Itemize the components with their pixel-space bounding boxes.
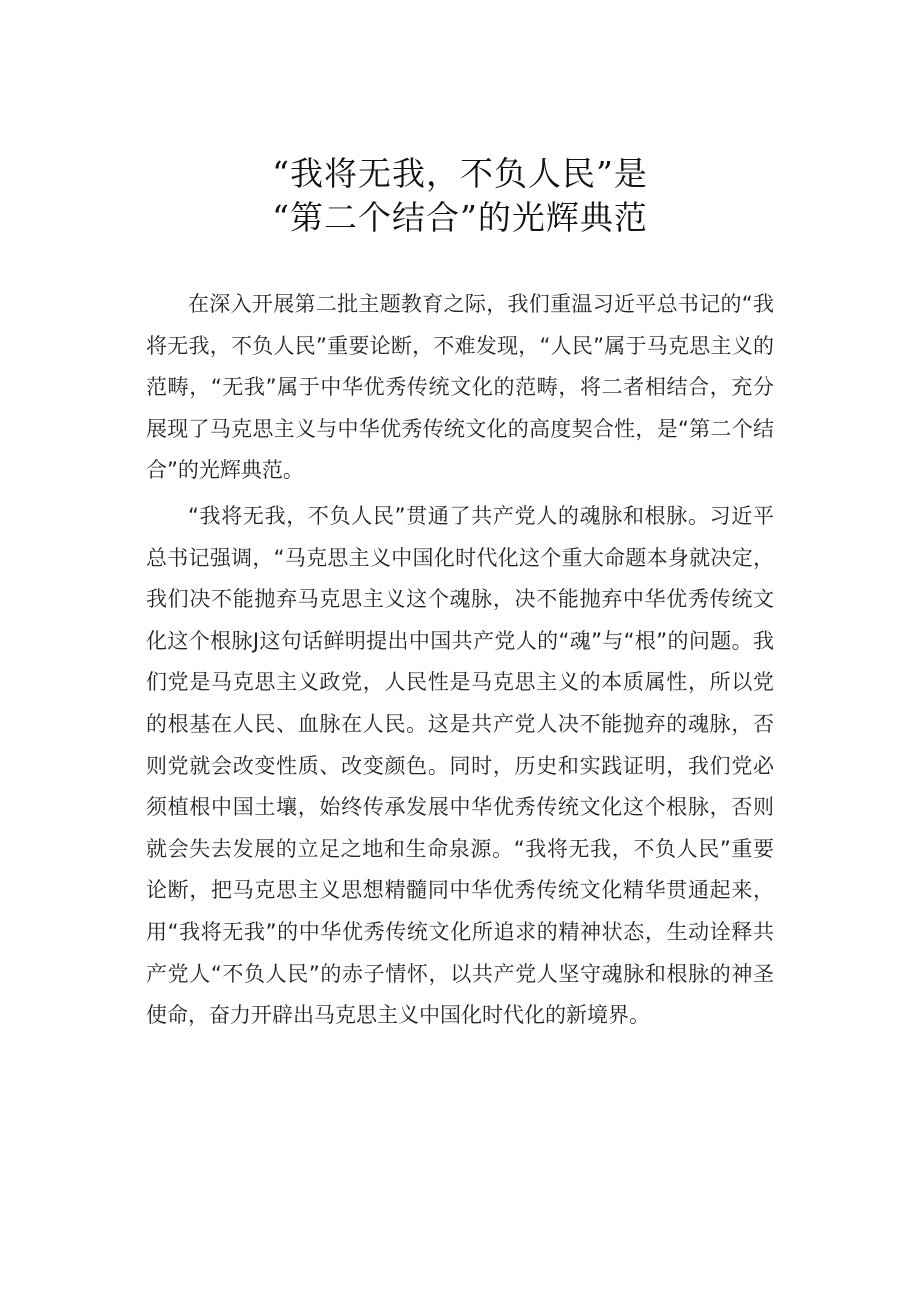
article-body xyxy=(146,284,774,1037)
paragraph-1: 在深入开展第二批主题教育之际，我们重温习近平总书记的“我将无我，不负人民”重要论断，不难发现，“人民”属于马克思主义的范畴，“无我”属于中华优秀传统文化的范畴，将二者相结合，充分展现了马克思主义与中华优秀传统文化的高度契合性，是“第二个结合”的光辉典范。 xyxy=(146,292,774,483)
page-title xyxy=(0,152,920,240)
title-line-2: “第二个结合”的光辉典范 xyxy=(272,198,648,237)
title-line-1: “我将无我，不负人民”是 xyxy=(272,154,648,193)
paragraph-2: “我将无我，不负人民”贯通了共产党人的魂脉和根脉。习近平总书记强调，“马克思主义中国化时代化这个重大命题本身就决定，我们决不能抛弃马克思主义这个魂脉，决不能抛弃中华优秀传统文化这个根脉J这句话鲜明提出中国共产党人的“魂”与“根”的问题。我们党是马克思主义政党，人民性是马克思主义的本质属性，所以党的根基在人民、血脉在人民。这是共产党人决不能抛弃的魂脉，否则党就会改变性质、改变颜色。同时，历史和实践证明，我们党必须植根中国土壤，始终传承发展中华优秀传统文化这个根脉，否则就会失去发展的立足之地和生命泉源。“我将无我，不负人民”重要论断，把马克思主义思想精髓同中华优秀传统文化精华贯通起来，用“我将无我”的中华优秀传统文化所追求的精神状态，生动诠释共产党人“不负人民”的赤子情怀，以共产党人坚守魂脉和根脉的神圣使命，奋力开辟出马克思主义中国化时代化的新境界。 xyxy=(146,503,774,1028)
